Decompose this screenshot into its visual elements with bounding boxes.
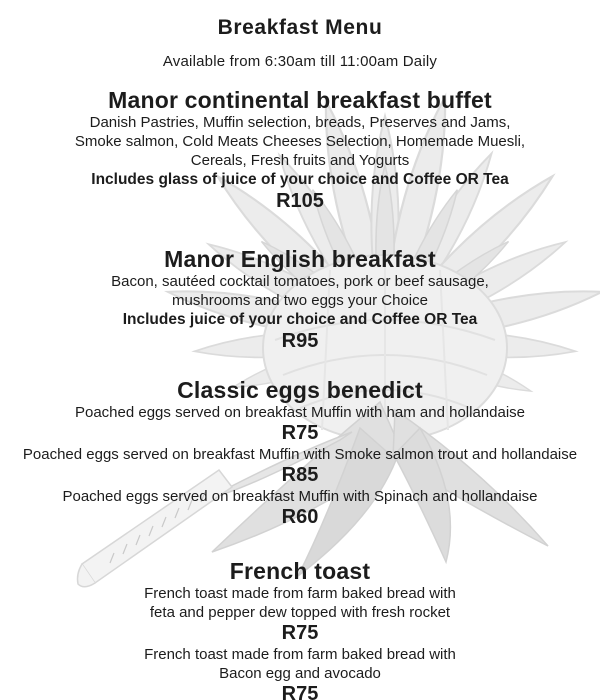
menu-item-price: R75 — [281, 622, 319, 644]
menu-item-description: Poached eggs served on breakfast Muffin with ham and hollandaise — [74, 404, 525, 421]
menu-item-price: R95 — [281, 330, 319, 352]
page-title: Breakfast Menu — [217, 16, 383, 39]
menu-item-description: Bacon egg and avocado — [219, 665, 381, 682]
availability-note: Available from 6:30am till 11:00am Daily — [162, 53, 438, 70]
menu-item-price: R75 — [281, 422, 319, 444]
menu-item-description: Smoke salmon, Cold Meats Cheeses Selection, Homemade Muesli, — [74, 133, 526, 150]
menu-item-price: R60 — [281, 506, 319, 528]
section-heading: French toast — [229, 558, 371, 584]
menu-item-description: mushrooms and two eggs your Choice — [172, 292, 428, 309]
section-continental-buffet — [0, 87, 600, 213]
menu-item-description: Bacon, sautéed cocktail tomatoes, pork or beef sausage, — [111, 273, 489, 290]
menu-item-description: Poached eggs served on breakfast Muffin with Smoke salmon trout and hollandaise — [22, 446, 578, 463]
menu-item-price: R85 — [281, 464, 319, 486]
menu-item — [0, 645, 600, 700]
menu-item — [0, 584, 600, 645]
section-heading: Manor continental breakfast buffet — [108, 87, 492, 113]
menu-item-description: feta and pepper dew topped with fresh rocket — [149, 604, 451, 621]
section-french-toast — [0, 558, 600, 700]
menu-item — [0, 403, 600, 445]
includes-note: Includes juice of your choice and Coffee OR Tea — [122, 311, 478, 328]
menu-item — [0, 445, 600, 487]
menu-item-description: French toast made from farm baked bread with — [144, 646, 456, 663]
section-heading: Classic eggs benedict — [177, 377, 423, 403]
menu-item — [0, 487, 600, 529]
menu-item-description: French toast made from farm baked bread with — [144, 585, 456, 602]
section-heading: Manor English breakfast — [164, 246, 436, 272]
menu-item-description: Danish Pastries, Muffin selection, breads, Preserves and Jams, — [89, 114, 511, 131]
menu-item-price: R105 — [276, 190, 324, 212]
section-eggs-benedict — [0, 377, 600, 529]
includes-note: Includes glass of juice of your choice and Coffee OR Tea — [91, 171, 509, 188]
menu-item-description: Cereals, Fresh fruits and Yogurts — [190, 152, 410, 169]
menu-item-price: R75 — [281, 683, 319, 700]
menu-item-description: Poached eggs served on breakfast Muffin with Spinach and hollandaise — [62, 488, 538, 505]
section-english-breakfast — [0, 246, 600, 353]
